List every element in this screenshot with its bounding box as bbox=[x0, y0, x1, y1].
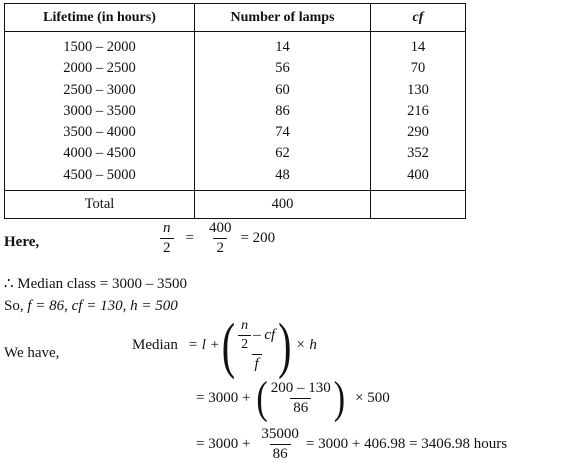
n-over-2-fraction: $\frac{n}{2}$ bbox=[160, 220, 174, 257]
total-lamps: 400 bbox=[195, 191, 371, 219]
cell-cf: 400 bbox=[371, 165, 466, 191]
cell-lamps: 60 bbox=[195, 80, 371, 101]
cell-lamps: 74 bbox=[195, 122, 371, 143]
table-row bbox=[5, 80, 466, 101]
median-class-line: ∴ Median class = 3000 – 3500 bbox=[4, 276, 187, 292]
table-total-row bbox=[5, 191, 466, 219]
cell-lifetime: 3500 – 4000 bbox=[5, 122, 195, 143]
cell-lifetime: 2500 – 3000 bbox=[5, 80, 195, 101]
table-row bbox=[5, 143, 466, 164]
cell-lamps: 86 bbox=[195, 101, 371, 122]
frequency-table bbox=[4, 3, 466, 219]
median-fraction: $\frac{n}{2}$ – cf f bbox=[235, 318, 278, 373]
table-row bbox=[5, 101, 466, 122]
cell-lamps: 14 bbox=[195, 32, 371, 59]
header-number-of-lamps: Number of lamps bbox=[195, 4, 371, 32]
cell-cf: 216 bbox=[371, 101, 466, 122]
cell-cf: 352 bbox=[371, 143, 466, 164]
cell-cf: 14 bbox=[371, 32, 466, 59]
cell-lamps: 56 bbox=[195, 58, 371, 79]
n-half-equation: $\frac{n}{2}$ = $\frac{400}{2}$ = 200 bbox=[160, 220, 275, 257]
header-lifetime: Lifetime (in hours) bbox=[5, 4, 195, 32]
cell-lifetime: 4500 – 5000 bbox=[5, 165, 195, 191]
step3-fraction: $\frac{35000}{86}$ bbox=[261, 426, 299, 462]
table-row bbox=[5, 32, 466, 59]
step3-equation: = 3000 + $\frac{35000}{86}$ = 3000 + 406.98 = 3406.98 hours bbox=[196, 426, 508, 462]
total-label: Total bbox=[5, 191, 195, 219]
cell-lifetime: 1500 – 2000 bbox=[5, 32, 195, 59]
total-cf bbox=[371, 191, 466, 219]
step2-equation: = 3000 + ( $\frac{200 - 130}{86}$ ) × 500 bbox=[196, 372, 390, 423]
here-label: Here, bbox=[4, 234, 40, 250]
cell-cf: 290 bbox=[371, 122, 466, 143]
table-row bbox=[5, 58, 466, 79]
table-row bbox=[5, 122, 466, 143]
we-have-label: We have, bbox=[4, 345, 60, 361]
cell-lifetime: 4000 – 4500 bbox=[5, 143, 195, 164]
cell-lifetime: 3000 – 3500 bbox=[5, 101, 195, 122]
step2-fraction: $\frac{200 - 130}{86}$ bbox=[270, 380, 331, 416]
cell-cf: 70 bbox=[371, 58, 466, 79]
values-line: So, f = 86, cf = 130, h = 500 bbox=[4, 298, 178, 314]
cell-lifetime: 2000 – 2500 bbox=[5, 58, 195, 79]
header-cf: cf bbox=[371, 4, 466, 32]
cell-lamps: 48 bbox=[195, 165, 371, 191]
cell-lamps: 62 bbox=[195, 143, 371, 164]
table-header-row bbox=[5, 4, 466, 32]
400-over-2-fraction: $\frac{400}{2}$ bbox=[208, 220, 232, 256]
median-formula: Median = l + ( $\frac{n}{2}$ – cf f ) × h bbox=[132, 309, 317, 380]
cell-cf: 130 bbox=[371, 80, 466, 101]
table-row bbox=[5, 165, 466, 191]
